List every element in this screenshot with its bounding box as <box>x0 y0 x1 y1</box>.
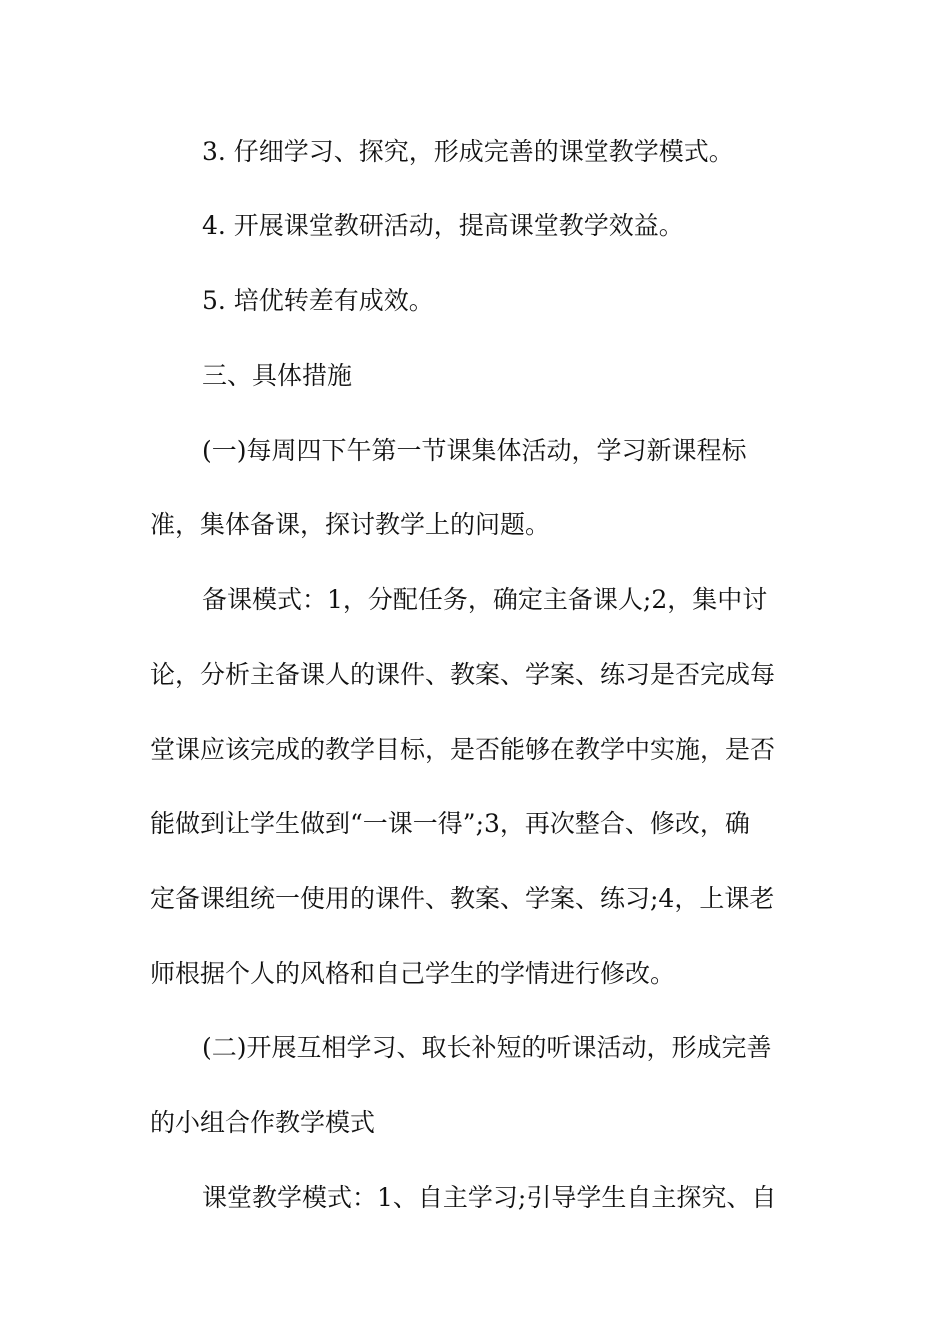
paragraph-line: 准，集体备课，探讨教学上的问题。 <box>150 510 551 539</box>
goal-item-3: 3. 仔细学习、探究，形成完善的课堂教学模式。 <box>202 137 734 166</box>
paragraph-line: (一)每周四下午第一节课集体活动，学习新课程标 <box>202 436 747 465</box>
paragraph-line: 堂课应该完成的教学目标，是否能够在教学中实施，是否 <box>150 735 776 764</box>
goal-item-4: 4. 开展课堂教研活动，提高课堂教学效益。 <box>202 211 684 240</box>
paragraph-line: 定备课组统一使用的课件、教案、学案、练习;4，上课老 <box>150 884 775 913</box>
paragraph-line: 课堂教学模式：1、自主学习;引导学生自主探究、自 <box>202 1183 777 1212</box>
paragraph-line: 师根据个人的风格和自己学生的学情进行修改。 <box>150 959 676 988</box>
paragraph-line: 论，分析主备课人的课件、教案、学案、练习是否完成每 <box>150 660 776 689</box>
paragraph-line: (二)开展互相学习、取长补短的听课活动，形成完善 <box>202 1033 772 1062</box>
section-heading-measures: 三、具体措施 <box>202 361 353 390</box>
paragraph-line: 备课模式：1，分配任务，确定主备课人;2，集中讨 <box>202 585 768 614</box>
paragraph-line: 的小组合作教学模式 <box>150 1108 376 1137</box>
goal-item-5: 5. 培优转差有成效。 <box>202 286 434 315</box>
paragraph-line: 能做到让学生做到“一课一得”;3，再次整合、修改，确 <box>150 809 750 838</box>
